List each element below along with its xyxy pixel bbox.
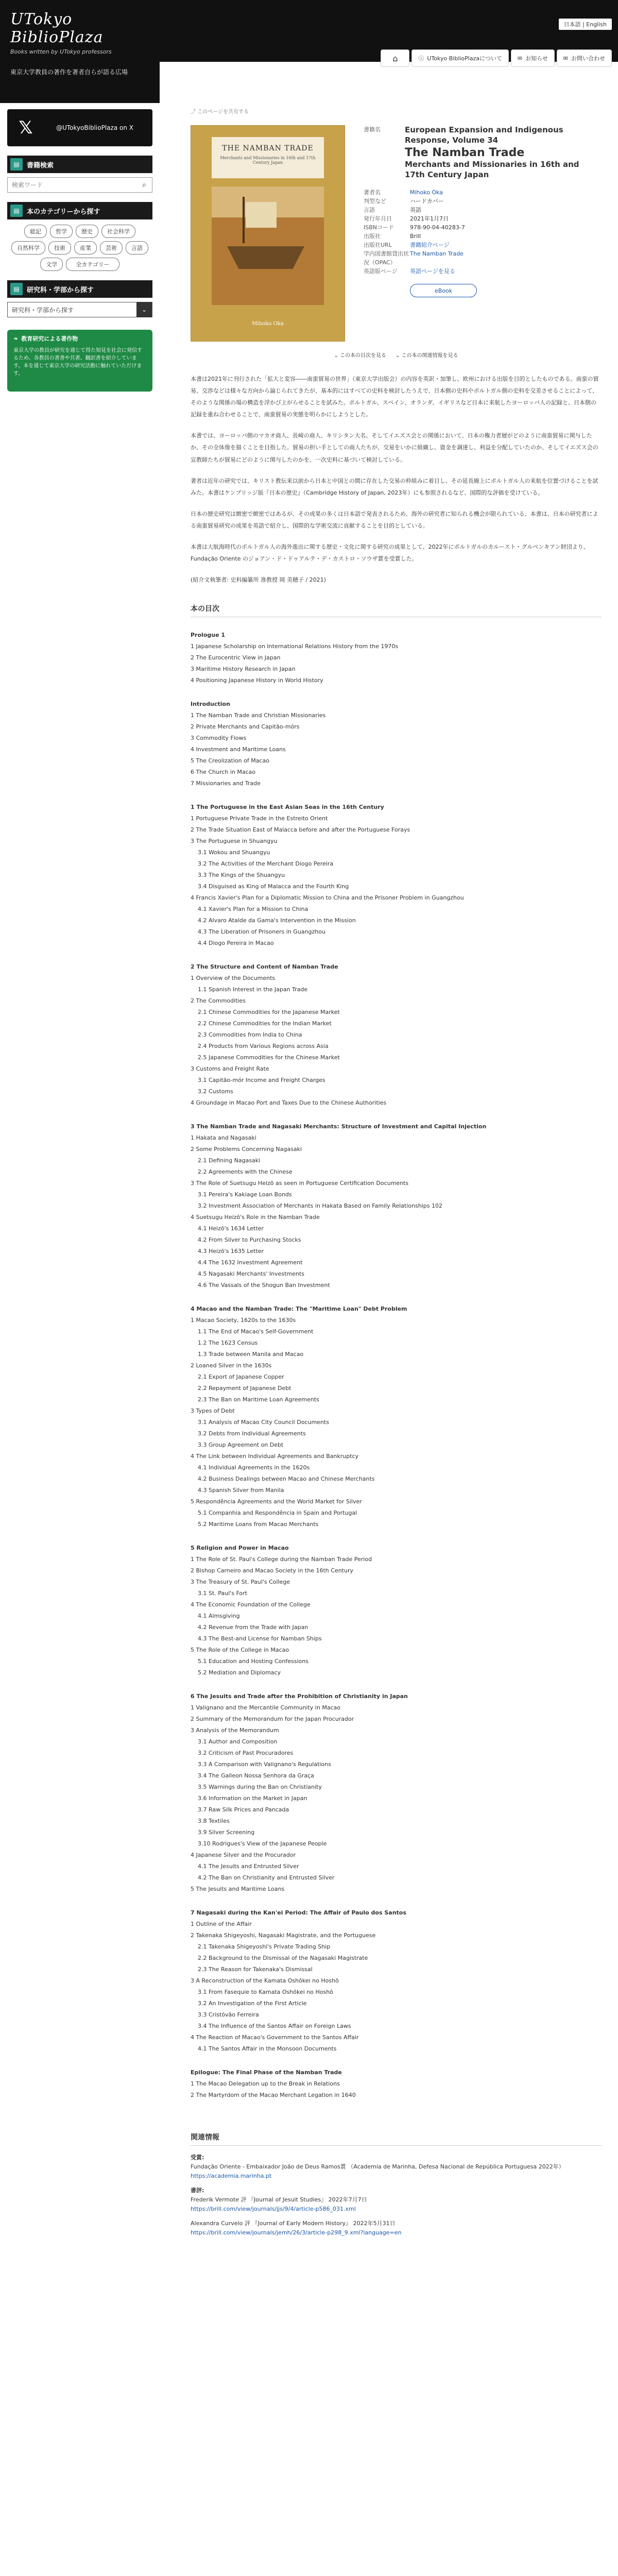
leaf-icon: ❧	[13, 335, 19, 342]
toc-subsection: 3.2 The Activities of the Merchant Diogo Pereira	[198, 860, 334, 868]
opac-link[interactable]: The Namban Trade	[410, 250, 464, 258]
toc-section: 1 Overview of the Documents	[191, 975, 276, 982]
field-value: 英語	[410, 207, 421, 214]
field-row	[364, 267, 602, 276]
toc-subsection: 3.2 Criticism of Past Procuradores	[198, 1750, 294, 1757]
description-paragraph: 本書は大航海時代のポルトガル人の海外進出に関する歴史・文化に関する研究の成果として、2022年にポルトガルのカルースト・グルベンキアン財団より、Fundação Oriente のジョアン・ド・ドゥアルテ・デ・カストロ・ソウザ賞を受賞した。	[191, 544, 589, 563]
brand-header	[0, 0, 160, 103]
info-banner-text: 東京大学の教員が研究を通じて得た知見を社会に発信するため、各教員の著書や共著、翻訳書を紹介しています。本を通じて東京大学の研究活動に触れていただけます。	[13, 347, 142, 377]
toc-chapter: 3 The Namban Trade and Nagasaki Merchants: Structure of Investment and Capital Injection	[191, 1123, 487, 1130]
category-button[interactable]: 芸術	[100, 241, 123, 255]
toc-subsection: 1.3 Trade between Manila and Macao	[198, 1351, 304, 1358]
search-heading	[7, 156, 152, 173]
author-link[interactable]: Mihoko Oka	[410, 189, 443, 196]
toc-subsection: 3.2 Customs	[198, 1088, 233, 1095]
sidebar	[0, 0, 160, 2576]
toc-subsection: 1.1 Spanish Interest in the Japan Trade	[198, 986, 308, 993]
top-bar	[160, 0, 618, 62]
field-row	[364, 206, 602, 214]
toc-section: 3 A Reconstruction of the Kamata Oshōkei no Hoshō	[191, 1977, 339, 1985]
content	[160, 107, 618, 2238]
related-toggle[interactable]	[396, 351, 458, 359]
ebook-button[interactable]	[410, 284, 477, 297]
toc-section: 5 Respondência Agreements and the World Market for Silver	[191, 1498, 362, 1505]
book-subtitle: Merchants and Missionaries in 16th and 17th Century Japan	[405, 160, 579, 179]
field-row	[364, 223, 602, 232]
toc-chapter: 5 Religion and Power in Macao	[191, 1545, 289, 1552]
toc-chapter: 4 Macao and the Namban Trade: The "Maritime Loan" Debt Problem	[191, 1306, 407, 1313]
toc-section: 2 Bishop Carneiro and Macao Society in the 16th Century	[191, 1567, 353, 1574]
toc-section: 1 The Role of St. Paul's College during the Namban Trade Period	[191, 1556, 372, 1563]
toc-section: 1 Macao Society, 1620s to the 1630s	[191, 1317, 296, 1324]
category-heading-label: 本のカテゴリーから探す	[27, 208, 100, 216]
book-cover	[191, 125, 345, 342]
field-value: ハードカバー	[410, 198, 444, 205]
toc-section: 4 The Reaction of Macao's Government to the Santos Affair	[191, 2034, 359, 2041]
toc-section: 5 The Jesuits and Maritime Loans	[191, 1886, 285, 1893]
category-list	[7, 225, 152, 271]
toc-subsection: 2.3 The Ban on Maritime Loan Agreements	[198, 1396, 319, 1403]
toc-subsection: 4.1 Xavier's Plan for a Mission to China	[198, 906, 308, 913]
home-icon: ⌂	[392, 53, 398, 63]
toc-subsection: 3.3 Group Agreement on Debt	[198, 1442, 284, 1449]
toc-subsection: 4.2 The Ban on Christianity and Entrusted Silver	[198, 1874, 335, 1882]
toc-chapter: Epilogue: The Final Phase of the Namban Trade	[191, 2069, 342, 2076]
toc-subsection: 2.2 Chinese Commodities for the Indian Market	[198, 1020, 332, 1027]
toc-section: 3 The Treasury of St. Paul's College	[191, 1579, 290, 1586]
category-button[interactable]: 総記	[24, 225, 47, 238]
field-label: 発行年月日	[364, 215, 392, 223]
toc-subsection: 4.1 Almsgiving	[198, 1613, 240, 1620]
toc-subsection: 3.2 Investment Association of Merchants in Hakata Based on Family Relationships 102	[198, 1202, 442, 1210]
toc-subsection: 4.2 From Silver to Purchasing Stocks	[198, 1236, 301, 1244]
toc-section: 1 Valignano and the Mercantile Community in Macao	[191, 1704, 341, 1711]
toc-subsection: 3.1 From Fasequie to Kamata Oshōkei no Hoshō	[198, 1989, 333, 1996]
toc-section: 3 Commodity Flows	[191, 735, 247, 742]
toc-subsection: 2.3 The Reason for Takenaka's Dismissal	[198, 1966, 313, 1973]
cover-subtitle: Merchants and Missionaries in 16th and 17th Century Japan	[220, 156, 316, 165]
toc-subsection: 4.3 The Liberation of Prisoners in Guangzhou	[198, 928, 325, 936]
toc-subsection: 3.1 Analysis of Macao City Council Documents	[198, 1419, 329, 1426]
toc-section: 1 Portuguese Private Trade in the Estreito Orient	[191, 815, 328, 822]
field-value: 978-90-04-40283-7	[410, 224, 465, 231]
department-heading	[7, 280, 152, 298]
toc-subsection: 2.4 Products from Various Regions across Asia	[198, 1043, 329, 1050]
toc-section: 3 The Portuguese in Shuangyu	[191, 838, 278, 845]
toc-section: 2 The Martyrdom of the Macao Merchant Legation in 1640	[191, 2092, 356, 2099]
toc-section: 2 The Trade Situation East of Malacca before and after the Portuguese Forays	[191, 826, 410, 834]
ebook-label: eBook	[434, 287, 453, 294]
field-row	[364, 232, 602, 241]
related-heading: 関連情報	[191, 2132, 602, 2146]
category-button[interactable]: 文学	[40, 258, 63, 271]
search-heading-label: 書籍検索	[27, 161, 54, 170]
x-account-label: @UTokyoBiblioPlaza on X	[56, 124, 133, 131]
x-account-link[interactable]	[7, 109, 152, 146]
toc-section: 1 Japanese Scholarship on International Relations History from the 1970s	[191, 643, 399, 650]
book-icon: ▤	[10, 205, 23, 217]
toc-heading: 本の目次	[191, 603, 602, 617]
toc-section: 5 The Role of the College in Macao	[191, 1647, 289, 1654]
publisher-link[interactable]: 書籍紹介ページ	[410, 242, 450, 249]
site-logo[interactable]: UTokyo BiblioPlaza	[10, 10, 104, 46]
toc-section: 6 The Church in Macao	[191, 769, 256, 776]
field-row	[364, 214, 602, 223]
toc-section: 1 The Namban Trade and Christian Missionaries	[191, 712, 326, 719]
toc-subsection: 1.2 The 1623 Census	[198, 1340, 258, 1347]
description-paragraph: 本書は2021年に刊行された「拡大と変容――南蛮貿易の世界」（東京大学出版会）の内容を英訳・加筆し、欧州における出版を目的としたものである。南蛮の貿易、交渉などは様々な方向から論じられてきたが、基本的にはすべての史料を検討したうえで、日本側の史料やポルトガル側の史料を交差させることによって、そのような関係の場の構造を浮かび上がらせることを試みた。ポルトガル、スペイン、オランダ、イギリスなど日本に来航したヨーロッパ人の記録と、日本側の記録を重ね合わせることで、南蛮貿易の実態を明らかにしようとした。	[191, 376, 599, 418]
field-row	[364, 241, 602, 249]
related-toggle-label: この本の関連情報を見る	[401, 353, 458, 359]
related-text: Alexandra Curvelo 評 『Journal of Early Modern History』 2022年5月31日	[191, 2220, 396, 2227]
search-input[interactable]	[8, 178, 136, 192]
toc-subsection: 3.10 Rodrigues's View of the Japanese People	[198, 1840, 327, 1848]
site-logo-sub: Books written by UTokyo professors	[10, 48, 112, 55]
toc-subsection: 2.1 Takenaka Shigeyoshi's Private Trading Ship	[198, 1943, 331, 1951]
toc-section: 4 The Link between Individual Agreements and Bankruptcy	[191, 1453, 359, 1460]
book-title: The Namban Trade	[405, 146, 525, 159]
toc-section: 3 Customs and Freight Rate	[191, 1065, 269, 1073]
news-label: お知らせ	[525, 55, 548, 62]
toc-subsection: 4.4 The 1632 Investment Agreement	[198, 1259, 303, 1266]
category-button[interactable]: 産業	[74, 241, 97, 255]
description-attribution: (紹介文執筆者: 史料編纂所 准教授 岡 美穂子 / 2021)	[191, 577, 326, 584]
related-url-link[interactable]: https://brill.com/view/journals/jemh/26/3/article-p298_9.xml?language=en	[191, 2229, 402, 2236]
toc-subsection: 2.1 Defining Nagasaki	[198, 1157, 261, 1164]
toc-subsection: 3.1 Capitão-mór Income and Freight Charges	[198, 1077, 325, 1084]
toc-subsection: 3.4 Disguised as King of Malacca and the Fourth King	[198, 883, 349, 890]
toc-section: 4 Positioning Japanese History in World History	[191, 677, 323, 684]
toc-subsection: 5.1 Education and Hosting Confessions	[198, 1658, 308, 1665]
field-value: 2021年1月7日	[410, 215, 449, 223]
book-icon: ▤	[10, 283, 23, 295]
chevron-down-icon: ⌄	[334, 353, 340, 359]
related-label: 書評:	[191, 2187, 204, 2194]
toc-subsection: 2.1 Export of Japanese Copper	[198, 1374, 284, 1381]
main-area	[160, 0, 618, 2238]
news-button[interactable]	[511, 49, 555, 67]
toc-subsection: 3.7 Raw Silk Prices and Pancada	[198, 1806, 289, 1814]
toc-subsection: 4.2 Alvaro Atalde da Gama's Intervention in the Mission	[198, 917, 356, 924]
field-row	[364, 197, 602, 206]
share-icon: ⤴	[191, 109, 198, 115]
toc-chapter: Prologue 1	[191, 632, 226, 639]
department-select[interactable]	[7, 302, 152, 317]
toc-subsection: 3.1 Pereira's Kakiage Loan Bonds	[198, 1191, 292, 1198]
category-button[interactable]: 自然科学	[11, 241, 45, 255]
category-button[interactable]: 言語	[126, 241, 148, 255]
top-nav	[381, 49, 612, 67]
language-switch[interactable]: 日本語 | English	[559, 19, 612, 30]
book-description	[191, 373, 602, 586]
category-button[interactable]: 社会科学	[101, 225, 135, 238]
toc-subsection: 3.2 Debts from Individual Agreements	[198, 1430, 306, 1437]
toc-subsection: 4.3 Spanish Silver from Manila	[198, 1487, 284, 1494]
toc-subsection: 4.4 Diogo Pereira in Macao	[198, 940, 274, 947]
toc-subsection: 2.5 Japanese Commodities for the Chinese Market	[198, 1054, 340, 1061]
toc-chapter: 6 The Jesuits and Trade after the Prohibition of Christianity in Japan	[191, 1693, 408, 1700]
toc-section: 3 The Role of Suetsugu Heizō as seen in Portuguese Certification Documents	[191, 1180, 409, 1187]
toc-section: 2 Some Problems Concerning Nagasaki	[191, 1146, 302, 1153]
about-label: UTokyo BiblioPlazaについて	[427, 55, 502, 62]
toc-section: 2 The Commodities	[191, 997, 246, 1005]
toc-toggle[interactable]	[334, 351, 386, 359]
toc-subsection: 5.2 Mediation and Diplomacy	[198, 1669, 281, 1676]
info-banner-title-text: 教育研究による著作物	[21, 335, 78, 342]
field-label: 英語版ページ	[364, 268, 398, 275]
toc-subsection: 4.1 The Jesuits and Entrusted Silver	[198, 1863, 299, 1870]
toc-section: 4 Japanese Silver and the Procurador	[191, 1852, 296, 1859]
related-label: 受賞:	[191, 2154, 204, 2161]
book-details	[364, 125, 602, 342]
category-button[interactable]: 歴史	[76, 225, 98, 238]
related-item	[191, 2153, 602, 2181]
toc-subsection: 2.2 Repayment of Japanese Debt	[198, 1385, 291, 1392]
related-text: Fundação Oriente - Embaixador João de Deus Ramos賞 （Academia de Marinha, Defesa Nacional de República Portuguesa 2022年）	[191, 2163, 564, 2171]
category-all-button[interactable]: 全カテゴリー	[66, 258, 119, 271]
toc-subsection: 4.5 Nagasaki Merchants' Investments	[198, 1270, 304, 1278]
contact-button[interactable]	[557, 49, 612, 67]
description-paragraph: 日本の歴史研究は緻密で緻密ではあるが、その成果の多くは日本語で発表されるため、海外の研究者に知られる機会が限られている。本書は、日本の研究者による南蛮貿易研究の成果を英語で紹介し、国際的な学術交流に貢献することを目的としている。	[191, 510, 598, 529]
toc-subsection: 2.2 Agreements with the Chinese	[198, 1168, 293, 1176]
toc-subsection: 3.1 St. Paul's Fort	[198, 1590, 247, 1597]
cover-title: THE NAMBAN TRADE	[222, 144, 314, 152]
toc-subsection: 4.1 The Santos Affair in the Monsoon Documents	[198, 2045, 337, 2053]
category-button[interactable]: 哲学	[50, 225, 73, 238]
field-label: 学内図書館貸出状況（OPAC）	[364, 250, 409, 266]
toc-subsection: 4.2 Revenue from the Trade with Japan	[198, 1624, 308, 1631]
field-label: 言語	[364, 207, 375, 214]
toc-subsection: 2.1 Chinese Commodities for the Japanese Market	[198, 1009, 340, 1016]
toc-subsection: 3.1 Author and Composition	[198, 1738, 278, 1745]
toc-subsection: 5.1 Companhia and Respondência in Spain and Portugal	[198, 1510, 357, 1517]
toc-subsection: 3.3 The Kings of the Shuangyu	[198, 872, 285, 879]
book-section	[191, 125, 602, 342]
title-row	[364, 125, 602, 180]
toc-subsection: 3.6 Information on the Market in Japan	[198, 1795, 307, 1802]
search-icon[interactable]: ⌕	[142, 181, 146, 189]
description-paragraph: 著者は近年の研究では、キリスト教伝来以前から日本と中国との間に存在した交易の枠組みに着目し、その延長線上にポルトガル人の来航を位置づけることを試みた。本書はケンブリッジ版『日本の歴史』（Cambridge History of Japan, 2023年）にも参照されるなど、国際的な評価を受けている。	[191, 477, 598, 496]
related-item	[191, 2186, 602, 2214]
related-url-link[interactable]: https://brill.com/view/journals/jjs/9/4/article-p586_031.xml	[191, 2206, 356, 2213]
field-label: ISBNコード	[364, 224, 394, 231]
toc-section: 3 Maritime History Research in Japan	[191, 666, 296, 673]
description-paragraph: 本書では、ヨーロッパ側のマカオ商人、長崎の商人、キリシタン大名、そしてイエズス会との関係において、日本の権力者層がどのように南蛮貿易に関与したか、その全体像を描くことを目指した。貿易の担い手としての商人たちが、交易をいかに組織し、資金を調達し、利益を分配していたのか、そしてイエズス会の宣教師たちが貿易にどのように関与したのかを、一次史料に基づいて検討している。	[191, 432, 598, 463]
toc-subsection: 5.2 Maritime Loans from Macao Merchants	[198, 1521, 319, 1528]
toc-subsection: 4.2 Business Dealings between Macao and Chinese Merchants	[198, 1476, 375, 1483]
toc-subsection: 4.1 Individual Agreements in the 1620s	[198, 1464, 310, 1471]
field-label: 判型など	[364, 198, 386, 205]
toc-subsection: 3.5 Warnings during the Ban on Christianity	[198, 1784, 322, 1791]
category-heading	[7, 202, 152, 219]
share-link[interactable]	[191, 107, 602, 115]
toc-subsection: 2.3 Commodities from India to China	[198, 1031, 302, 1039]
toc-subsection: 3.4 The Galleon Nossa Senhora da Graça	[198, 1772, 314, 1780]
related-text: Frederik Vermote 評 『Journal of Jesuit Studies』 2022年7月7日	[191, 2196, 367, 2204]
toc-toggle-label: この本の目次を見る	[340, 353, 386, 359]
toc-subsection: 3.1 Wokou and Shuangyu	[198, 849, 270, 856]
field-value: Brill	[410, 233, 421, 240]
info-icon: ⓘ	[418, 55, 424, 62]
toc-section: 5 The Creolization of Macao	[191, 757, 269, 765]
toc-subsection: 4.3 The Best-and License for Namban Ships	[198, 1635, 322, 1642]
toc-chapter: 7 Nagasaki during the Kan'ei Period: The Affair of Paulo dos Santos	[191, 1909, 406, 1917]
book-icon: ▤	[10, 158, 23, 171]
home-button[interactable]	[381, 49, 409, 67]
toc-section: 2 Takenaka Shigeyoshi, Nagasaki Magistrate, and the Portuguese	[191, 1932, 376, 1939]
department-heading-label: 研究科・学部から探す	[27, 286, 94, 294]
toc-section: 4 Francis Xavier's Plan for a Diplomatic Mission to China and the Prisoner Problem in Guangzhou	[191, 894, 464, 902]
toc-chapter: Introduction	[191, 701, 230, 708]
field-label: 出版社	[364, 233, 381, 240]
toc-section: 2 Private Merchants and Capitão-mórs	[191, 723, 300, 731]
toc-list	[191, 630, 602, 2101]
toc-subsection: 3.2 An Investigation of the First Article	[198, 2000, 307, 2007]
toc-subsection: 3.4 The Influence of the Santos Affair on Foreign Laws	[198, 2023, 351, 2030]
toc-section: 2 Summary of the Memorandum for the Japan Procurador	[191, 1716, 354, 1723]
field-label: 出版社URL	[364, 242, 392, 249]
toc-section: 4 Investment and Maritime Loans	[191, 746, 286, 753]
cover-illustration	[212, 187, 324, 305]
toc-subsection: 4.1 Heizō's 1634 Letter	[198, 1225, 264, 1232]
info-banner-title	[13, 335, 146, 344]
bell-icon: ✉	[517, 55, 523, 62]
section-toggles	[191, 351, 602, 359]
toc-section: 2 The Eurocentric View in Japan	[191, 654, 281, 662]
info-banner[interactable]	[7, 330, 152, 392]
toc-section: 2 Loaned Silver in the 1630s	[191, 1362, 272, 1369]
field-row	[364, 249, 602, 267]
toc-subsection: 3.3 Cristóvão Ferreira	[198, 2011, 259, 2019]
toc-chapter: 2 The Structure and Content of Namban Trade	[191, 963, 338, 971]
toc-subsection: 1.1 The End of Macao's Self-Government	[198, 1328, 314, 1335]
title-field-label: 書籍名	[364, 126, 381, 133]
english-page-link[interactable]: 英語ページを見る	[410, 268, 455, 275]
search-box	[7, 177, 152, 193]
book-fields	[364, 188, 602, 276]
book-series: European Expansion and Indigenous Response, Volume 34	[405, 125, 563, 145]
chevron-down-icon: ⌄	[396, 353, 402, 359]
toc-chapter: 1 The Portuguese in the East Asian Seas in the 16th Century	[191, 804, 384, 811]
toc-subsection: 4.6 The Vassals of the Shogun Ban Investment	[198, 1282, 330, 1289]
toc-section: 4 Suetsugu Heizō's Role in the Namban Trade	[191, 1214, 320, 1221]
toc-section: 4 Groundage in Macao Port and Taxes Due to the Chinese Authorities	[191, 1099, 387, 1107]
toc-section: 3 Analysis of the Memorandum	[191, 1727, 279, 1734]
toc-section: 3 Types of Debt	[191, 1408, 235, 1415]
category-button[interactable]: 技術	[48, 241, 71, 255]
related-item	[191, 2219, 602, 2238]
cover-author: Mihoko Oka	[252, 321, 284, 327]
contact-label: お問い合わせ	[571, 55, 605, 62]
x-logo-icon: 𝕏	[19, 117, 33, 138]
toc-subsection: 2.2 Background to the Dismissal of the Nagasaki Magistrate	[198, 1955, 368, 1962]
cover-title-band	[212, 137, 324, 178]
site-tagline: 東京大学教員の著作を著者自らが語る広場	[10, 69, 128, 76]
mail-icon: ✉	[563, 55, 568, 62]
field-row	[364, 188, 602, 197]
department-select-value: 研究科・学部から探す	[12, 306, 74, 314]
toc-section: 7 Missionaries and Trade	[191, 780, 261, 787]
toc-section: 1 Hakata and Nagasaki	[191, 1134, 256, 1142]
field-label: 著者名	[364, 189, 381, 196]
chevron-down-icon: ⌄	[136, 302, 152, 317]
share-label: このページを共有する	[197, 109, 249, 115]
related-url-link[interactable]: https://academia.marinha.pt	[191, 2173, 272, 2180]
related-list	[191, 2153, 602, 2238]
toc-subsection: 3.3 A Comparison with Valignano's Regulations	[198, 1761, 331, 1768]
toc-section: 1 The Macao Delegation up to the Break in Relations	[191, 2080, 340, 2088]
about-button[interactable]	[411, 49, 509, 67]
toc-section: 4 The Economic Foundation of the College	[191, 1601, 311, 1608]
toc-subsection: 3.9 Silver Screening	[198, 1829, 255, 1836]
toc-subsection: 4.3 Heizō's 1635 Letter	[198, 1248, 264, 1255]
toc-subsection: 3.8 Textiles	[198, 1818, 230, 1825]
toc-section: 1 Outline of the Affair	[191, 1921, 252, 1928]
